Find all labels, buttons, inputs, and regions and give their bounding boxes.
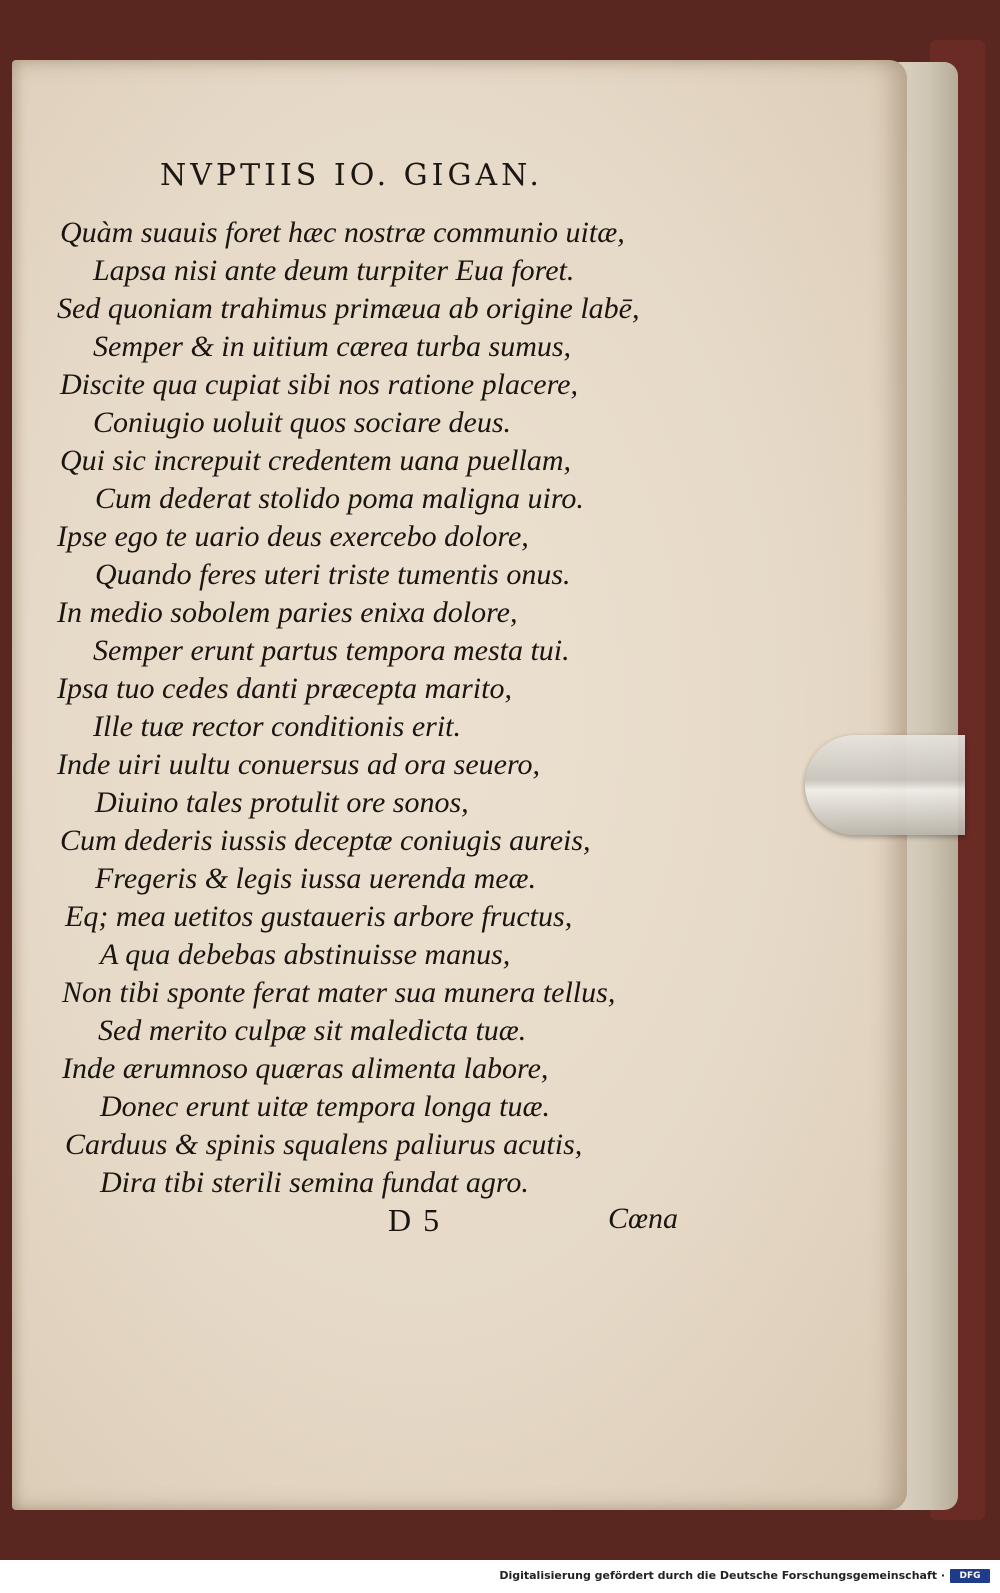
verse-line: Quando feres uteri triste tumentis onus. [95, 558, 571, 591]
verse-line: Inde ærumnoso quæras alimenta labore, [62, 1052, 549, 1085]
catchword: Cœna [608, 1202, 679, 1235]
verse-line: Discite qua cupiat sibi nos ratione placere, [60, 368, 578, 401]
verse-line: Qui sic increpuit credentem uana puellam, [60, 444, 571, 477]
verse-line: Diuino tales protulit ore sonos, [95, 786, 469, 819]
signature-mark: D 5 [388, 1202, 442, 1238]
verse-line: Inde uiri uultu conuersus ad ora seuero, [57, 748, 541, 781]
verse-line: Sed quoniam trahimus primæua ab origine labē, [57, 292, 640, 325]
verse-line: Ipse ego te uario deus exercebo dolore, [57, 520, 529, 553]
verse-line: Lapsa nisi ante deum turpiter Eua foret. [93, 254, 575, 287]
verse-line: A qua debebas abstinuisse manus, [100, 938, 511, 971]
verse-line: In medio sobolem paries enixa dolore, [57, 596, 518, 629]
verse-line: Semper erunt partus tempora mesta tui. [93, 634, 570, 667]
verse-line: Fregeris & legis iussa uerenda meæ. [95, 862, 537, 895]
verse-line: Ipsa tuo cedes danti præcepta marito, [57, 672, 512, 705]
verse-line: Cum dederat stolido poma maligna uiro. [95, 482, 584, 515]
digitization-credit: Digitalisierung gefördert durch die Deutsche Forschungsgemeinschaft · [499, 1569, 945, 1582]
verse-line: Quàm suauis foret hæc nostræ communio uitæ, [60, 216, 625, 249]
verse-line: Cum dederis iussis deceptæ coniugis aureis, [60, 824, 591, 857]
verse-line: Dira tibi sterili semina fundat agro. [100, 1166, 529, 1199]
verse-line: Coniugio uoluit quos sociare deus. [93, 406, 512, 439]
verse-line: Donec erunt uitæ tempora longa tuæ. [100, 1090, 550, 1123]
verse-line: Ille tuæ rector conditionis erit. [93, 710, 462, 743]
verse-line: Eq; mea uetitos gustaueris arbore fructus, [65, 900, 573, 933]
verse-line: Non tibi sponte ferat mater sua munera tellus, [62, 976, 616, 1009]
verse-line: Carduus & spinis squalens paliurus acutis, [65, 1128, 583, 1161]
dfg-logo: DFG [950, 1569, 990, 1583]
running-head: NVPTIIS IO. GIGAN. [160, 158, 543, 193]
verse-line: Sed merito culpæ sit maledicta tuæ. [98, 1014, 527, 1047]
verse-line: Semper & in uitium cærea turba sumus, [93, 330, 572, 363]
